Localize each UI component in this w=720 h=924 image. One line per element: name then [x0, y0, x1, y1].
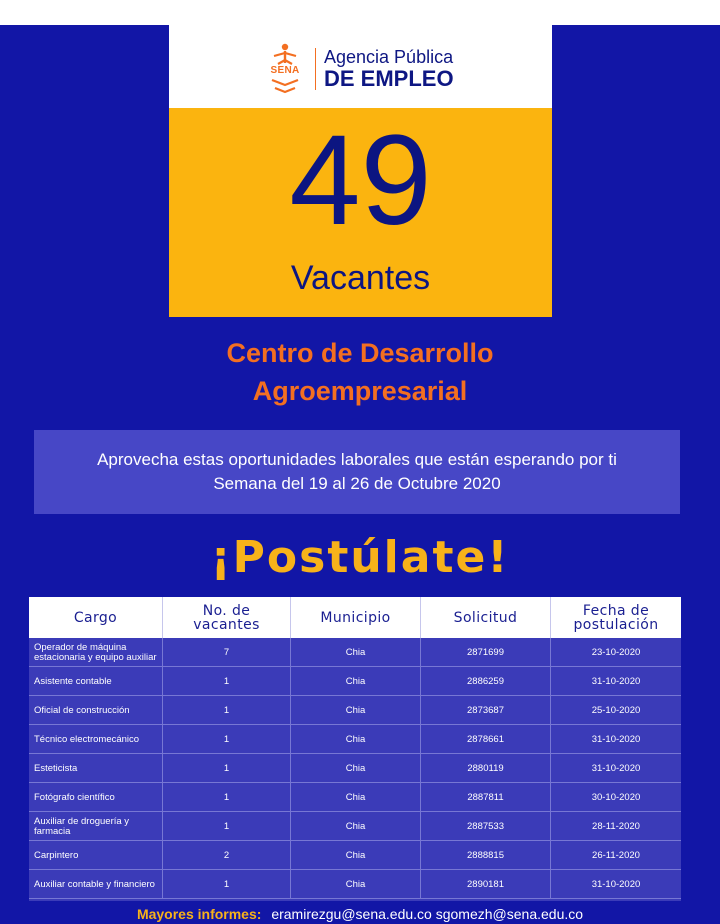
cell-vacantes: 1 [163, 696, 291, 725]
footer-email-1[interactable]: eramirezgu@sena.edu.co [271, 906, 432, 922]
cell-fecha: 31-10-2020 [591, 762, 641, 774]
cell-municipio: Chia [291, 725, 421, 754]
table-row [29, 696, 681, 725]
vacancy-count-card [169, 108, 552, 317]
cell-municipio: Chia [291, 870, 421, 899]
header-solicitud: Solicitud [421, 597, 551, 638]
cell-municipio: Chia [291, 696, 421, 725]
table-body [29, 638, 681, 899]
footer-email-2[interactable]: sgomezh@sena.edu.co [435, 906, 584, 922]
table-row [29, 725, 681, 754]
cell-solicitud: 2878661 [421, 725, 551, 754]
agency-name [324, 48, 454, 90]
cell-fecha: 31-10-2020 [591, 675, 641, 687]
logo-divider [315, 48, 316, 90]
table-row [29, 870, 681, 899]
cell-solicitud: 2886259 [421, 667, 551, 696]
cta-heading: ¡Postúlate! [210, 532, 510, 583]
table-row [29, 638, 681, 667]
cell-solicitud: 2873687 [421, 696, 551, 725]
cell-cargo: Auxiliar de droguería y farmacia [29, 812, 163, 841]
cell-cargo: Auxiliar contable y financiero [29, 870, 163, 899]
cell-municipio: Chia [291, 638, 421, 667]
cell-solicitud: 2890181 [421, 870, 551, 899]
vacancy-label: Vacantes [290, 259, 431, 297]
info-line1: Aprovecha estas oportunidades laborales que están esperando por ti [97, 450, 617, 469]
center-title-line1: Centro de Desarrollo [226, 338, 494, 368]
cell-solicitud: 2887533 [421, 812, 551, 841]
sena-logo-icon [265, 43, 305, 95]
center-title [0, 334, 720, 410]
table-row [29, 783, 681, 812]
table-row [29, 841, 681, 870]
vacancies-table [29, 597, 681, 901]
cell-cargo: Oficial de construcción [29, 696, 163, 725]
cell-fecha: 30-10-2020 [591, 791, 641, 803]
cell-municipio: Chia [291, 841, 421, 870]
table-header [29, 597, 681, 638]
cell-vacantes: 1 [163, 870, 291, 899]
cell-vacantes: 1 [163, 783, 291, 812]
cell-cargo: Esteticista [29, 754, 163, 783]
cell-solicitud: 2887811 [421, 783, 551, 812]
cell-vacantes: 1 [163, 725, 291, 754]
cell-cargo: Operador de máquina estacionaria y equipo auxiliar [29, 638, 163, 667]
cell-cargo: Técnico electromecánico [29, 725, 163, 754]
cell-municipio: Chia [291, 812, 421, 841]
center-title-line2: Agroempresarial [252, 376, 468, 406]
cell-vacantes: 2 [163, 841, 291, 870]
cell-solicitud: 2888815 [421, 841, 551, 870]
table-row [29, 812, 681, 841]
cell-municipio: Chia [291, 667, 421, 696]
cell-cargo: Fotógrafo científico [29, 783, 163, 812]
table-row [29, 667, 681, 696]
cell-vacantes: 1 [163, 812, 291, 841]
header-municipio: Municipio [291, 597, 421, 638]
cell-fecha: 28-11-2020 [592, 820, 640, 832]
info-banner [34, 430, 680, 514]
cell-solicitud: 2880119 [421, 754, 551, 783]
header-fecha: Fecha de postulación [573, 602, 659, 633]
cell-vacantes: 1 [163, 667, 291, 696]
logo-card [169, 25, 552, 108]
cell-fecha: 26-11-2020 [592, 849, 640, 861]
cell-cargo: Asistente contable [29, 667, 163, 696]
cell-municipio: Chia [291, 783, 421, 812]
cell-vacantes: 1 [163, 754, 291, 783]
footer-label: Mayores informes: [136, 906, 262, 922]
cell-fecha: 31-10-2020 [591, 878, 641, 890]
footer-contact [0, 905, 720, 924]
vacancy-count: 49 [289, 109, 432, 252]
agency-logo [265, 43, 454, 95]
cell-fecha: 25-10-2020 [591, 704, 641, 716]
cell-fecha: 31-10-2020 [591, 733, 641, 745]
info-line2: Semana del 19 al 26 de Octubre 2020 [213, 474, 501, 493]
cell-municipio: Chia [291, 754, 421, 783]
cell-vacantes: 7 [163, 638, 291, 667]
cell-fecha: 23-10-2020 [591, 646, 641, 658]
sena-wordmark: SENA [270, 65, 300, 76]
table-row [29, 754, 681, 783]
cell-cargo: Carpintero [29, 841, 163, 870]
header-cargo: Cargo [29, 597, 163, 638]
cell-solicitud: 2871699 [421, 638, 551, 667]
header-vacantes: No. de vacantes [163, 597, 291, 638]
agency-name-line2: DE EMPLEO [324, 66, 454, 91]
agency-name-line1: Agencia Pública [324, 47, 454, 67]
